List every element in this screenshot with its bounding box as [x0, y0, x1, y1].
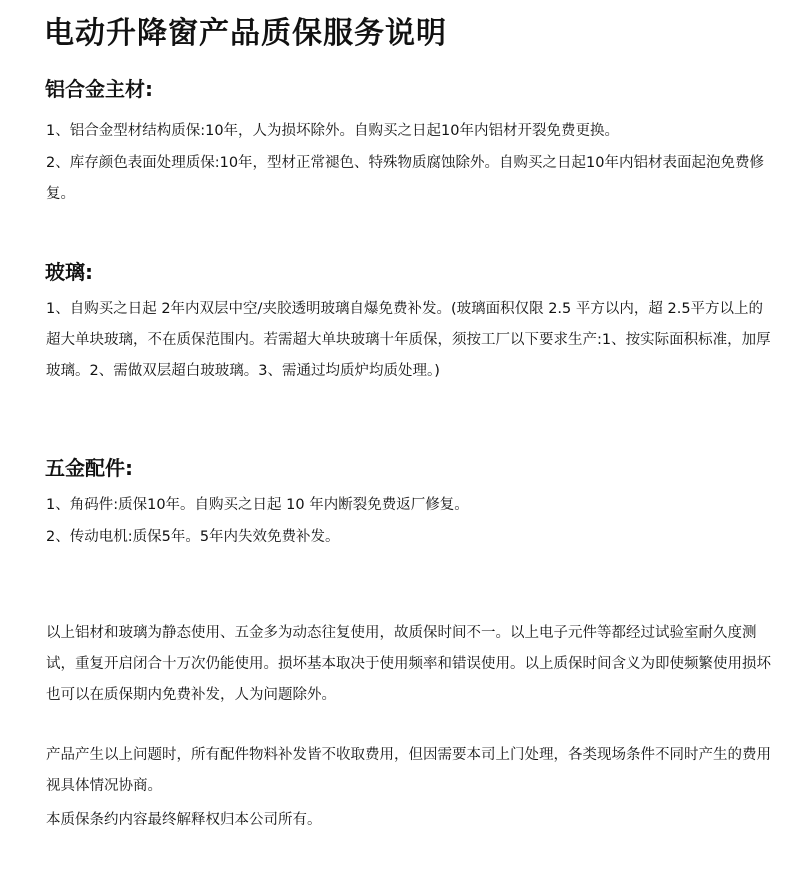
aluminum-item-surface: 2、库存颜色表面处理质保:10年，型材正常褪色、特殊物质腐蚀除外。自购买之日起10年内铝材表面起泡免费修复。 — [46, 155, 765, 202]
document-title: 电动升降窗产品质保服务说明 — [44, 16, 447, 51]
note-final-interpretation: 本质保条约内容最终解释权归本公司所有。 — [46, 812, 322, 828]
hardware-item-motor: 2、传动电机:质保5年。5年内失效免费补发。 — [46, 529, 340, 545]
hardware-item-corner-brackets: 1、角码件:质保10年。自购买之日起 10 年内断裂免费返厂修复。 — [46, 497, 469, 513]
section-heading-glass: 玻璃: — [45, 260, 93, 284]
note-usage-explanation: 以上铝材和玻璃为静态使用、五金多为动态往复使用，故质保时间不一。以上电子元件等都经过试验室耐久度测试，重复开启闭合十万次仍能使用。损坏基本取决于使用频率和错误使用。以上质保时间含义为即使频繁使用损坏也可以在质保期内免费补发，人为问题除外。 — [46, 625, 771, 703]
glass-item-breakage: 1、自购买之日起 2年内双层中空/夹胶透明玻璃自爆免费补发。(玻璃面积仅限 2.5 平方以内，超 2.5平方以上的 超大单块玻璃，不在质保范围内。若需超大单块玻璃十年质保，须按工厂以下要求生产:1、按实际面积标准，加厚玻璃。2、需做双层超白玻玻璃。3、需通过均质炉均质处理。) — [46, 301, 771, 379]
section-heading-hardware: 五金配件: — [45, 456, 133, 480]
section-heading-aluminum: 铝合金主材: — [45, 77, 153, 101]
aluminum-item-structure: 1、铝合金型材结构质保:10年，人为损坏除外。自购买之日起10年内铝材开裂免费更换。 — [46, 123, 620, 139]
note-service-fees: 产品产生以上问题时，所有配件物料补发皆不收取费用，但因需要本司上门处理，各类现场条件不同时产生的费用视具体情况协商。 — [46, 747, 771, 794]
